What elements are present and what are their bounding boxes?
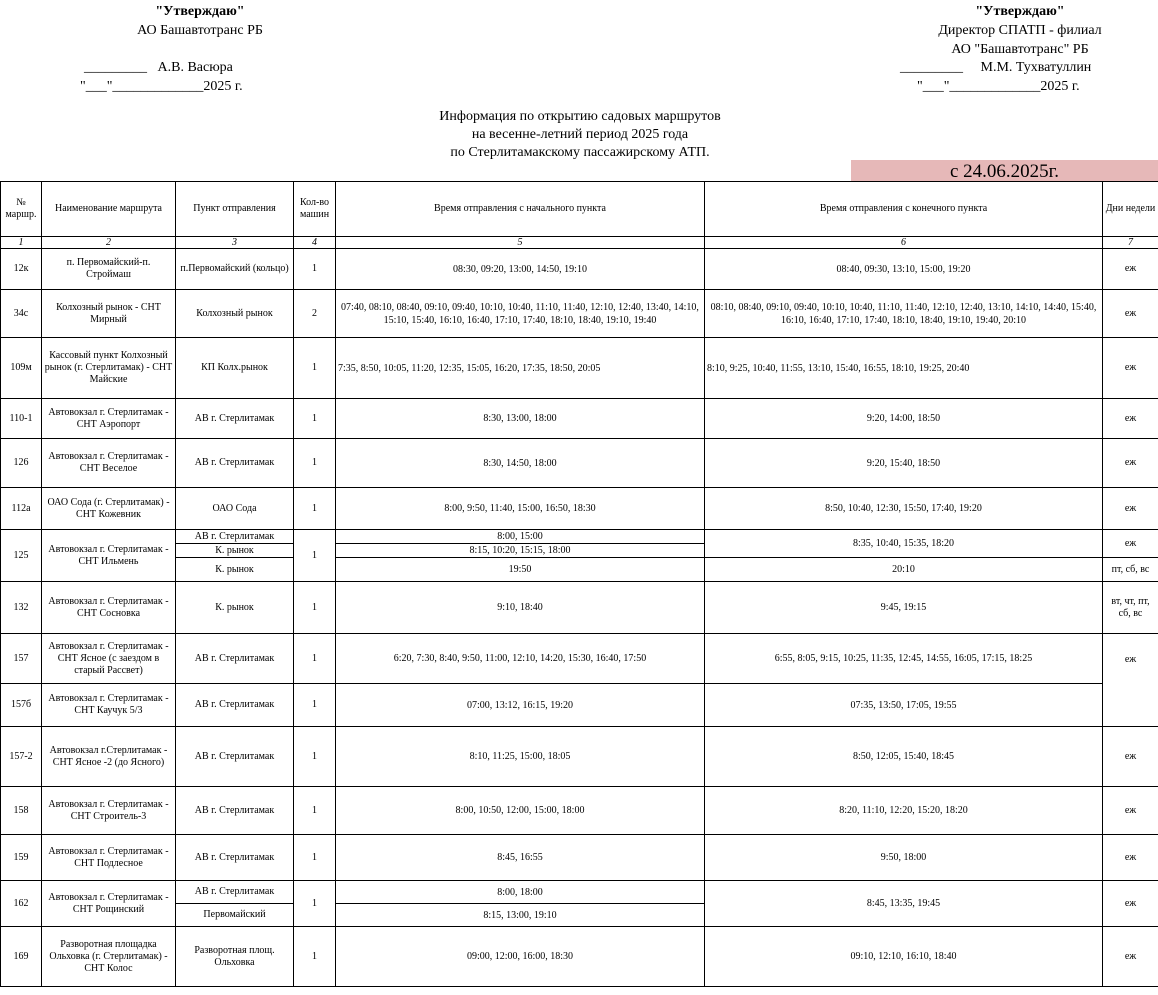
route-end-times: 8:20, 11:10, 12:20, 15:20, 18:20 <box>705 787 1103 835</box>
col-header-dep-end: Время отправления с конечного пункта <box>705 182 1103 237</box>
col-number: 6 <box>705 237 1103 249</box>
route-days: еж <box>1103 727 1158 787</box>
route-start-times: 19:50 <box>336 558 705 582</box>
route-end-times: 8:10, 9:25, 10:40, 11:55, 13:10, 15:40, 16:55, 18:10, 19:25, 20:40 <box>705 338 1103 399</box>
route-num: 126 <box>1 439 42 488</box>
table-header-row <box>1 182 1158 237</box>
route-num: 34с <box>1 290 42 338</box>
column-number-row <box>1 237 1158 249</box>
route-name: Автовокзал г. Стерлитамак - СНТ Рощинский <box>42 881 176 927</box>
approval-right <box>880 2 1158 59</box>
route-end-times: 9:20, 14:00, 18:50 <box>705 399 1103 439</box>
route-origin: АВ г. Стерлитамак <box>176 530 294 544</box>
route-count: 1 <box>294 927 336 987</box>
route-start-times: 6:20, 7:30, 8:40, 9:50, 11:00, 12:10, 14:20, 15:30, 16:40, 17:50 <box>336 634 705 684</box>
route-origin: К. рынок <box>176 582 294 634</box>
route-origin: Колхозный рынок <box>176 290 294 338</box>
route-end-times: 8:50, 12:05, 15:40, 18:45 <box>705 727 1103 787</box>
route-origin: АВ г. Стерлитамак <box>176 835 294 881</box>
approval-right-line1: Директор СПАТП - филиал <box>938 23 1102 38</box>
route-num: 158 <box>1 787 42 835</box>
col-number: 5 <box>336 237 705 249</box>
route-end-times: 08:10, 08:40, 09:10, 09:40, 10:10, 10:40, 11:10, 11:40, 12:10, 12:40, 13:10, 14:10, 14:40, 15:40, 16:10, 16:40, 17:10, 17:40, 18:10, 18:40, 19:10, 19:40, 20:10 <box>705 290 1103 338</box>
route-num: 157 <box>1 634 42 684</box>
route-count: 1 <box>294 249 336 290</box>
route-name: Автовокзал г. Стерлитамак - СНТ Сосновка <box>42 582 176 634</box>
approval-right-date: "___"_____________2025 г. <box>917 79 1080 94</box>
route-name: Автовокзал г.Стерлитамак - СНТ Ясное -2 (до Ясного) <box>42 727 176 787</box>
table-row <box>1 439 1158 488</box>
route-origin: АВ г. Стерлитамак <box>176 399 294 439</box>
route-name: Автовокзал г. Стерлитамак - СНТ Веселое <box>42 439 176 488</box>
route-count: 1 <box>294 835 336 881</box>
effective-date-banner: с 24.06.2025г. <box>851 160 1158 182</box>
col-number: 4 <box>294 237 336 249</box>
route-num: 157б <box>1 684 42 727</box>
table-row <box>1 835 1158 881</box>
route-origin: ОАО Сода <box>176 488 294 530</box>
route-num: 132 <box>1 582 42 634</box>
route-name: Автовокзал г. Стерлитамак - СНТ Ясное (с заездом в старый Рассвет) <box>42 634 176 684</box>
table-row <box>1 634 1158 684</box>
route-start-times: 8:10, 11:25, 15:00, 18:05 <box>336 727 705 787</box>
route-days: еж <box>1103 787 1158 835</box>
table-row <box>1 927 1158 987</box>
route-days: еж <box>1103 530 1158 558</box>
col-number: 3 <box>176 237 294 249</box>
route-days: вт, чт, пт, сб, вс <box>1103 582 1158 634</box>
route-end-times: 6:55, 8:05, 9:15, 10:25, 11:35, 12:45, 14:55, 16:05, 17:15, 18:25 <box>705 634 1103 684</box>
route-start-times: 8:15, 13:00, 19:10 <box>336 904 705 927</box>
route-origin: АВ г. Стерлитамак <box>176 634 294 684</box>
route-days: еж <box>1103 881 1158 927</box>
route-days: еж <box>1103 439 1158 488</box>
route-count: 1 <box>294 787 336 835</box>
approval-left-org: АО Башавтотранс РБ <box>137 23 263 38</box>
route-origin: АВ г. Стерлитамак <box>176 439 294 488</box>
route-num: 157-2 <box>1 727 42 787</box>
route-start-times: 8:45, 16:55 <box>336 835 705 881</box>
approval-left-date: "___"_____________2025 г. <box>80 79 243 94</box>
route-name: Колхозный рынок - СНТ Мирный <box>42 290 176 338</box>
route-count: 1 <box>294 684 336 727</box>
approval-left <box>70 2 330 40</box>
approval-right-heading: "Утверждаю" <box>975 4 1065 19</box>
route-num: 159 <box>1 835 42 881</box>
route-name: ОАО Сода (г. Стерлитамак) - СНТ Кожевник <box>42 488 176 530</box>
route-count: 1 <box>294 727 336 787</box>
route-num: 162 <box>1 881 42 927</box>
route-days: еж <box>1103 290 1158 338</box>
route-origin: КП Колх.рынок <box>176 338 294 399</box>
route-num: 125 <box>1 530 42 582</box>
route-start-times: 7:35, 8:50, 10:05, 11:20, 12:35, 15:05, 16:20, 17:35, 18:50, 20:05 <box>336 338 705 399</box>
route-name: Автовокзал г. Стерлитамак - СНТ Строитель-3 <box>42 787 176 835</box>
col-header-origin: Пункт отправления <box>176 182 294 237</box>
route-name: Автовокзал г. Стерлитамак - СНТ Аэропорт <box>42 399 176 439</box>
table-row <box>1 582 1158 634</box>
route-count: 1 <box>294 881 336 927</box>
col-header-num: № маршр. <box>1 182 42 237</box>
route-days: еж <box>1103 488 1158 530</box>
route-start-times: 07:40, 08:10, 08:40, 09:10, 09:40, 10:10, 10:40, 11:10, 11:40, 12:10, 12:40, 13:40, 14:10, 15:10, 15:40, 16:10, 16:40, 17:10, 17:40, 18:10, 18:40, 19:10, 19:40 <box>336 290 705 338</box>
route-days: еж <box>1103 835 1158 881</box>
table-row <box>1 787 1158 835</box>
route-end-times: 8:50, 10:40, 12:30, 15:50, 17:40, 19:20 <box>705 488 1103 530</box>
route-days: пт, сб, вс <box>1103 558 1158 582</box>
route-origin: АВ г. Стерлитамак <box>176 727 294 787</box>
route-origin: АВ г. Стерлитамак <box>176 684 294 727</box>
route-start-times: 8:00, 10:50, 12:00, 15:00, 18:00 <box>336 787 705 835</box>
approval-right-line2: АО "Башавтотранс" РБ <box>951 42 1089 57</box>
route-origin: АВ г. Стерлитамак <box>176 881 294 904</box>
table-row <box>1 727 1158 787</box>
routes-table <box>0 181 1158 987</box>
route-end-times: 08:40, 09:30, 13:10, 15:00, 19:20 <box>705 249 1103 290</box>
route-days: еж <box>1103 399 1158 439</box>
col-number: 2 <box>42 237 176 249</box>
table-row <box>1 249 1158 290</box>
route-name: Кассовый пункт Колхозный рынок (г. Стерлитамак) - СНТ Майские <box>42 338 176 399</box>
approval-left-heading: "Утверждаю" <box>155 4 245 19</box>
route-start-times: 9:10, 18:40 <box>336 582 705 634</box>
route-days: еж <box>1103 249 1158 290</box>
route-origin: К. рынок <box>176 558 294 582</box>
col-number: 7 <box>1103 237 1158 249</box>
col-header-dep-start: Время отправления с начального пункта <box>336 182 705 237</box>
route-end-times: 09:10, 12:10, 16:10, 18:40 <box>705 927 1103 987</box>
route-name: Разворотная площадка Ольховка (г. Стерлитамак) - СНТ Колос <box>42 927 176 987</box>
route-num: 109м <box>1 338 42 399</box>
table-row <box>1 488 1158 530</box>
table-row <box>1 399 1158 439</box>
approval-left-sign: _________ А.В. Васюра <box>84 60 233 75</box>
route-days: еж <box>1103 634 1158 727</box>
route-start-times: 8:00, 18:00 <box>336 881 705 904</box>
route-count: 2 <box>294 290 336 338</box>
route-end-times: 9:45, 19:15 <box>705 582 1103 634</box>
route-end-times: 07:35, 13:50, 17:05, 19:55 <box>705 684 1103 727</box>
route-end-times: 9:20, 15:40, 18:50 <box>705 439 1103 488</box>
title-line2: на весенне-летний период 2025 года <box>471 127 689 142</box>
route-end-times: 20:10 <box>705 558 1103 582</box>
document-title <box>360 108 800 162</box>
col-header-name: Наименование маршрута <box>42 182 176 237</box>
col-number: 1 <box>1 237 42 249</box>
route-start-times: 07:00, 13:12, 16:15, 19:20 <box>336 684 705 727</box>
table-row <box>1 881 1158 904</box>
route-end-times: 9:50, 18:00 <box>705 835 1103 881</box>
route-origin: К. рынок <box>176 544 294 558</box>
route-end-times: 8:35, 10:40, 15:35, 18:20 <box>705 530 1103 558</box>
route-start-times: 8:00, 9:50, 11:40, 15:00, 16:50, 18:30 <box>336 488 705 530</box>
route-start-times: 8:15, 10:20, 15:15, 18:00 <box>336 544 705 558</box>
route-count: 1 <box>294 338 336 399</box>
route-count: 1 <box>294 439 336 488</box>
route-count: 1 <box>294 530 336 582</box>
route-start-times: 8:00, 15:00 <box>336 530 705 544</box>
title-line3: по Стерлитамакскому пассажирскому АТП. <box>450 145 710 160</box>
table-row <box>1 530 1158 544</box>
route-num: 12к <box>1 249 42 290</box>
route-count: 1 <box>294 634 336 684</box>
route-start-times: 8:30, 13:00, 18:00 <box>336 399 705 439</box>
route-name: Автовокзал г. Стерлитамак - СНТ Ильмень <box>42 530 176 582</box>
route-days: еж <box>1103 338 1158 399</box>
title-line1: Информация по открытию садовых маршрутов <box>439 109 721 124</box>
route-origin: Разворотная площ. Ольховка <box>176 927 294 987</box>
route-count: 1 <box>294 582 336 634</box>
route-num: 169 <box>1 927 42 987</box>
route-num: 110-1 <box>1 399 42 439</box>
route-name: п. Первомайский-п. Строймаш <box>42 249 176 290</box>
route-end-times: 8:45, 13:35, 19:45 <box>705 881 1103 927</box>
route-count: 1 <box>294 399 336 439</box>
route-name: Автовокзал г. Стерлитамак - СНТ Подлесное <box>42 835 176 881</box>
route-num: 112а <box>1 488 42 530</box>
table-row <box>1 684 1158 727</box>
route-start-times: 09:00, 12:00, 16:00, 18:30 <box>336 927 705 987</box>
route-origin: Первомайский <box>176 904 294 927</box>
route-start-times: 08:30, 09:20, 13:00, 14:50, 19:10 <box>336 249 705 290</box>
route-days: еж <box>1103 927 1158 987</box>
route-origin: АВ г. Стерлитамак <box>176 787 294 835</box>
approval-right-sign: _________ М.М. Тухватуллин <box>900 60 1092 75</box>
route-name: Автовокзал г. Стерлитамак - СНТ Каучук 5/3 <box>42 684 176 727</box>
route-count: 1 <box>294 488 336 530</box>
col-header-count: Кол-во машин <box>294 182 336 237</box>
table-row <box>1 338 1158 399</box>
table-row <box>1 290 1158 338</box>
col-header-days: Дни недели <box>1103 182 1158 237</box>
route-start-times: 8:30, 14:50, 18:00 <box>336 439 705 488</box>
route-origin: п.Первомайский (кольцо) <box>176 249 294 290</box>
